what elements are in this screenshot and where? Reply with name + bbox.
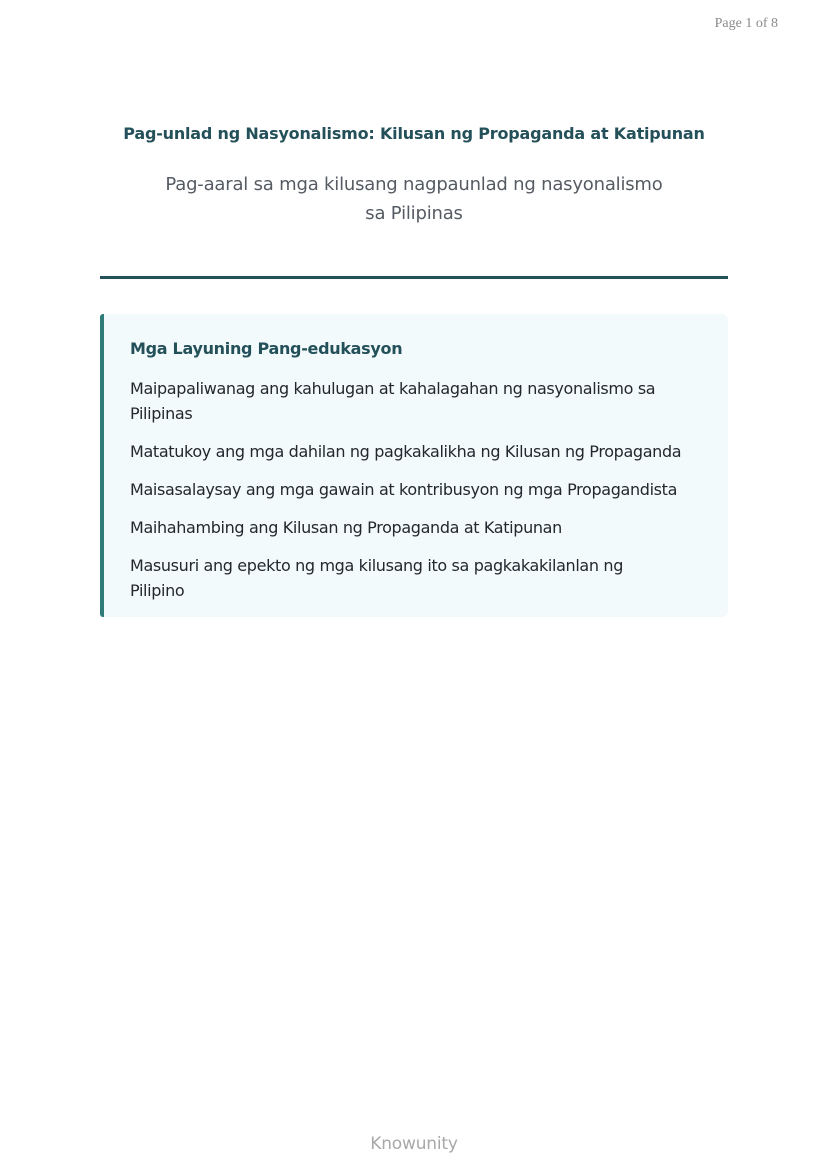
objective-item: Masusuri ang epekto ng mga kilusang ito sa pagkakakilanlan ng Pilipino [130,556,623,600]
objective-item: Matatukoy ang mga dahilan ng pagkakalikha ng Kilusan ng Propaganda [130,442,682,461]
objective-item: Maisasalaysay ang mga gawain at kontribusyon ng mga Propagandista [130,480,678,499]
objectives-list [130,376,702,603]
learning-objectives-box [100,314,728,617]
objective-item: Maihahambing ang Kilusan ng Propaganda at Katipunan [130,518,562,537]
document-subtitle: Pag-aaral sa mga kilusang nagpaunlad ng nasyonalismo sa Pilipinas [165,174,663,224]
objective-item: Maipapaliwanag ang kahulugan at kahalagahan ng nasyonalismo sa Pilipinas [130,379,656,423]
document-title: Pag-unlad ng Nasyonalismo: Kilusan ng Propaganda at Katipunan [123,124,705,143]
page-number: Page 1 of 8 [714,16,778,31]
objectives-heading: Mga Layuning Pang-edukasyon [130,339,403,358]
header-divider [100,276,728,279]
footer-brand: Knowunity [370,1134,458,1154]
document-header [100,124,728,228]
